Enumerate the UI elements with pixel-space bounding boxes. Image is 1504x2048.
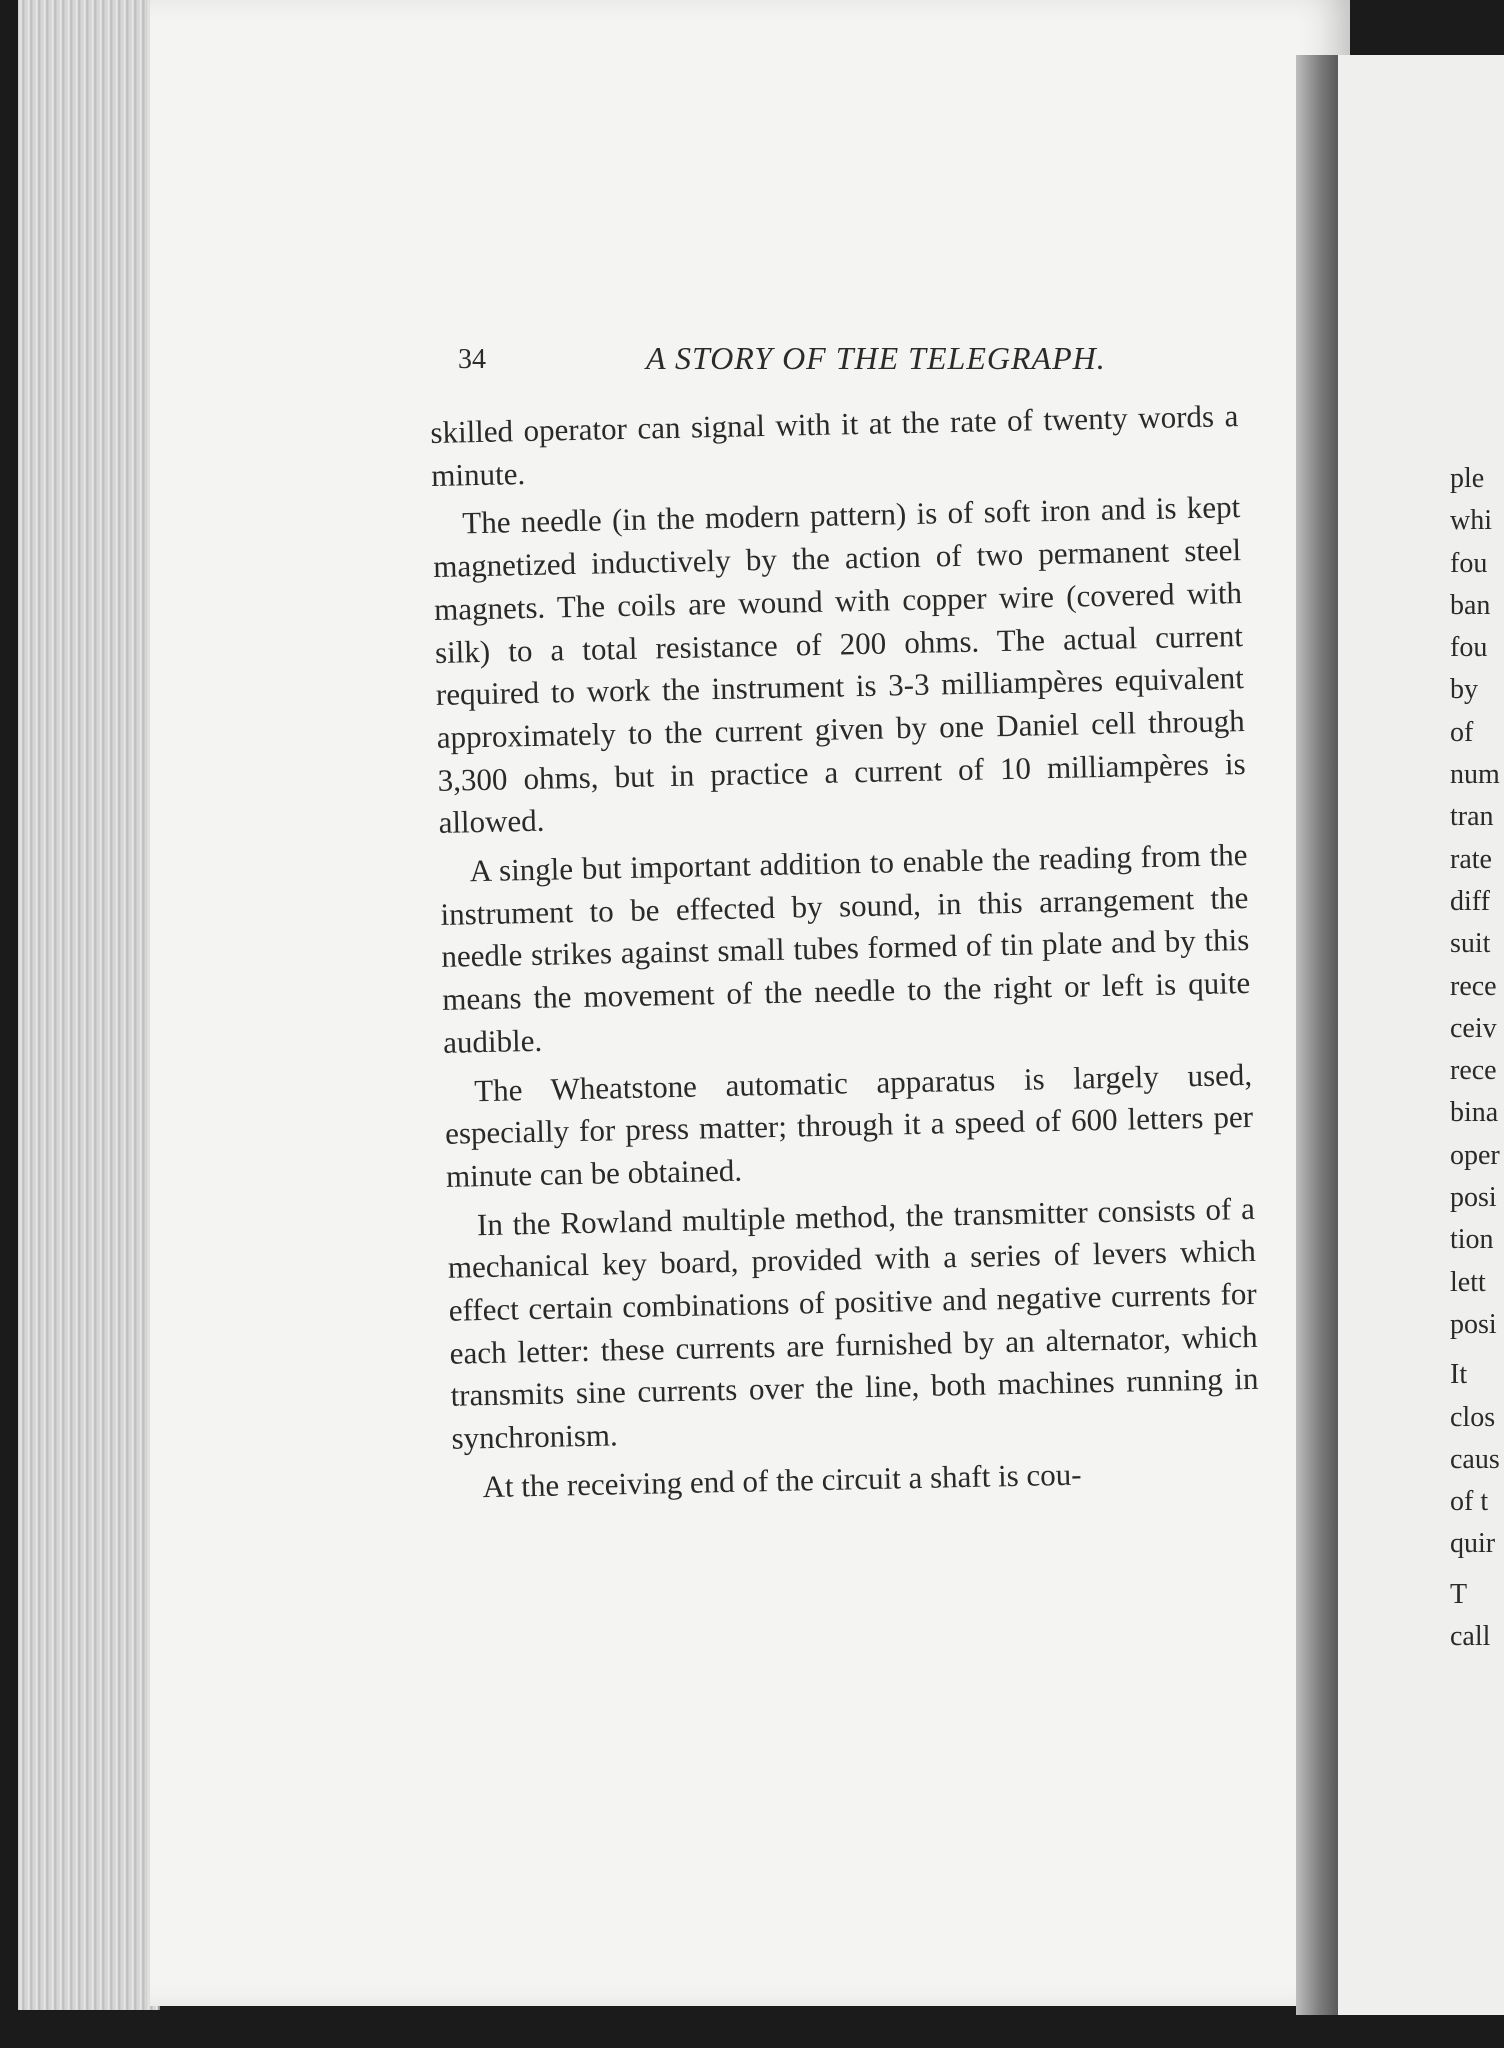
text-fragment: ceiv [1450, 1012, 1497, 1044]
text-fragment: oper [1450, 1139, 1500, 1171]
book-gutter [1296, 55, 1338, 2015]
text-fragment: ple [1450, 463, 1485, 494]
body-text [430, 395, 1261, 1509]
text-fragment: whi [1450, 505, 1492, 537]
paragraph: The needle (in the modern pattern) is of soft iron and is kept magnetized inductively by the action of two permanent steel magnets. The coils are wound with copper wire (covered with silk) to a total resistance of 200 ohms. The actual current required to work the instrument is 3-3 milliampères equivalent approximately to the current given by one Daniel cell through 3,300 ohms, but in practice a current of 10 milliampères is allowed. [432, 489, 1246, 841]
text-fragment: fou [1450, 547, 1488, 579]
text-fragment: num [1450, 759, 1500, 791]
text-fragment: fou [1450, 632, 1488, 664]
text-fragment: by [1450, 674, 1478, 706]
paragraph: A single but important addition to enable the reading from the instrument to be effected by sound, in this arrangement the needle strikes against small tubes formed of tin plate and by this means the movement of the needle to the right or left is quite audible. [440, 837, 1251, 1060]
paragraph: At the receiving end of the circuit a shaft is cou- [482, 1456, 1082, 1505]
text-fragment: rate [1450, 843, 1492, 875]
text-fragment: clos [1450, 1401, 1496, 1433]
text-fragment: bina [1450, 1097, 1499, 1129]
text-fragment: of t [1450, 1486, 1489, 1518]
text-fragment: rece [1450, 1055, 1497, 1087]
paragraph: The Wheatstone automatic apparatus is largely used, especially for press matter; through it a speed of 600 letters per minute can be obtained. [444, 1056, 1254, 1194]
running-title: A STORY OF THE TELEGRAPH. [646, 340, 1106, 376]
text-fragment: diff [1450, 885, 1490, 917]
page-number: 34 [458, 344, 486, 375]
text-fragment: of [1450, 716, 1474, 748]
text-fragment: suit [1450, 928, 1491, 960]
text-fragment: caus [1450, 1443, 1500, 1475]
paragraph: skilled operator can signal with it at the rate of twenty words a minute. [430, 398, 1239, 493]
text-fragment: rece [1450, 970, 1497, 1002]
text-fragment: lett [1450, 1266, 1486, 1298]
text-fragment: posi [1450, 1182, 1497, 1214]
text-fragment: It [1450, 1359, 1468, 1391]
text-fragment: ban [1450, 589, 1491, 621]
paragraph: In the Rowland multiple method, the transmitter consists of a mechanical key board, provided with a series of levers which effect certain combinations of positive and negative currents for each letter: these currents are furnished by an alternator, which transmits sine currents over the line, both machines running in synchronism. [447, 1190, 1259, 1456]
page-header [458, 340, 1218, 400]
text-fragment: call [1450, 1621, 1491, 1653]
text-fragment: tran [1450, 801, 1494, 833]
text-fragment: quir [1450, 1528, 1496, 1560]
text-fragment: posi [1450, 1308, 1497, 1340]
right-page-text [1450, 458, 1504, 1658]
page-edges [18, 0, 160, 2010]
text-fragment: tion [1450, 1224, 1494, 1256]
text-fragment: T [1450, 1578, 1468, 1610]
